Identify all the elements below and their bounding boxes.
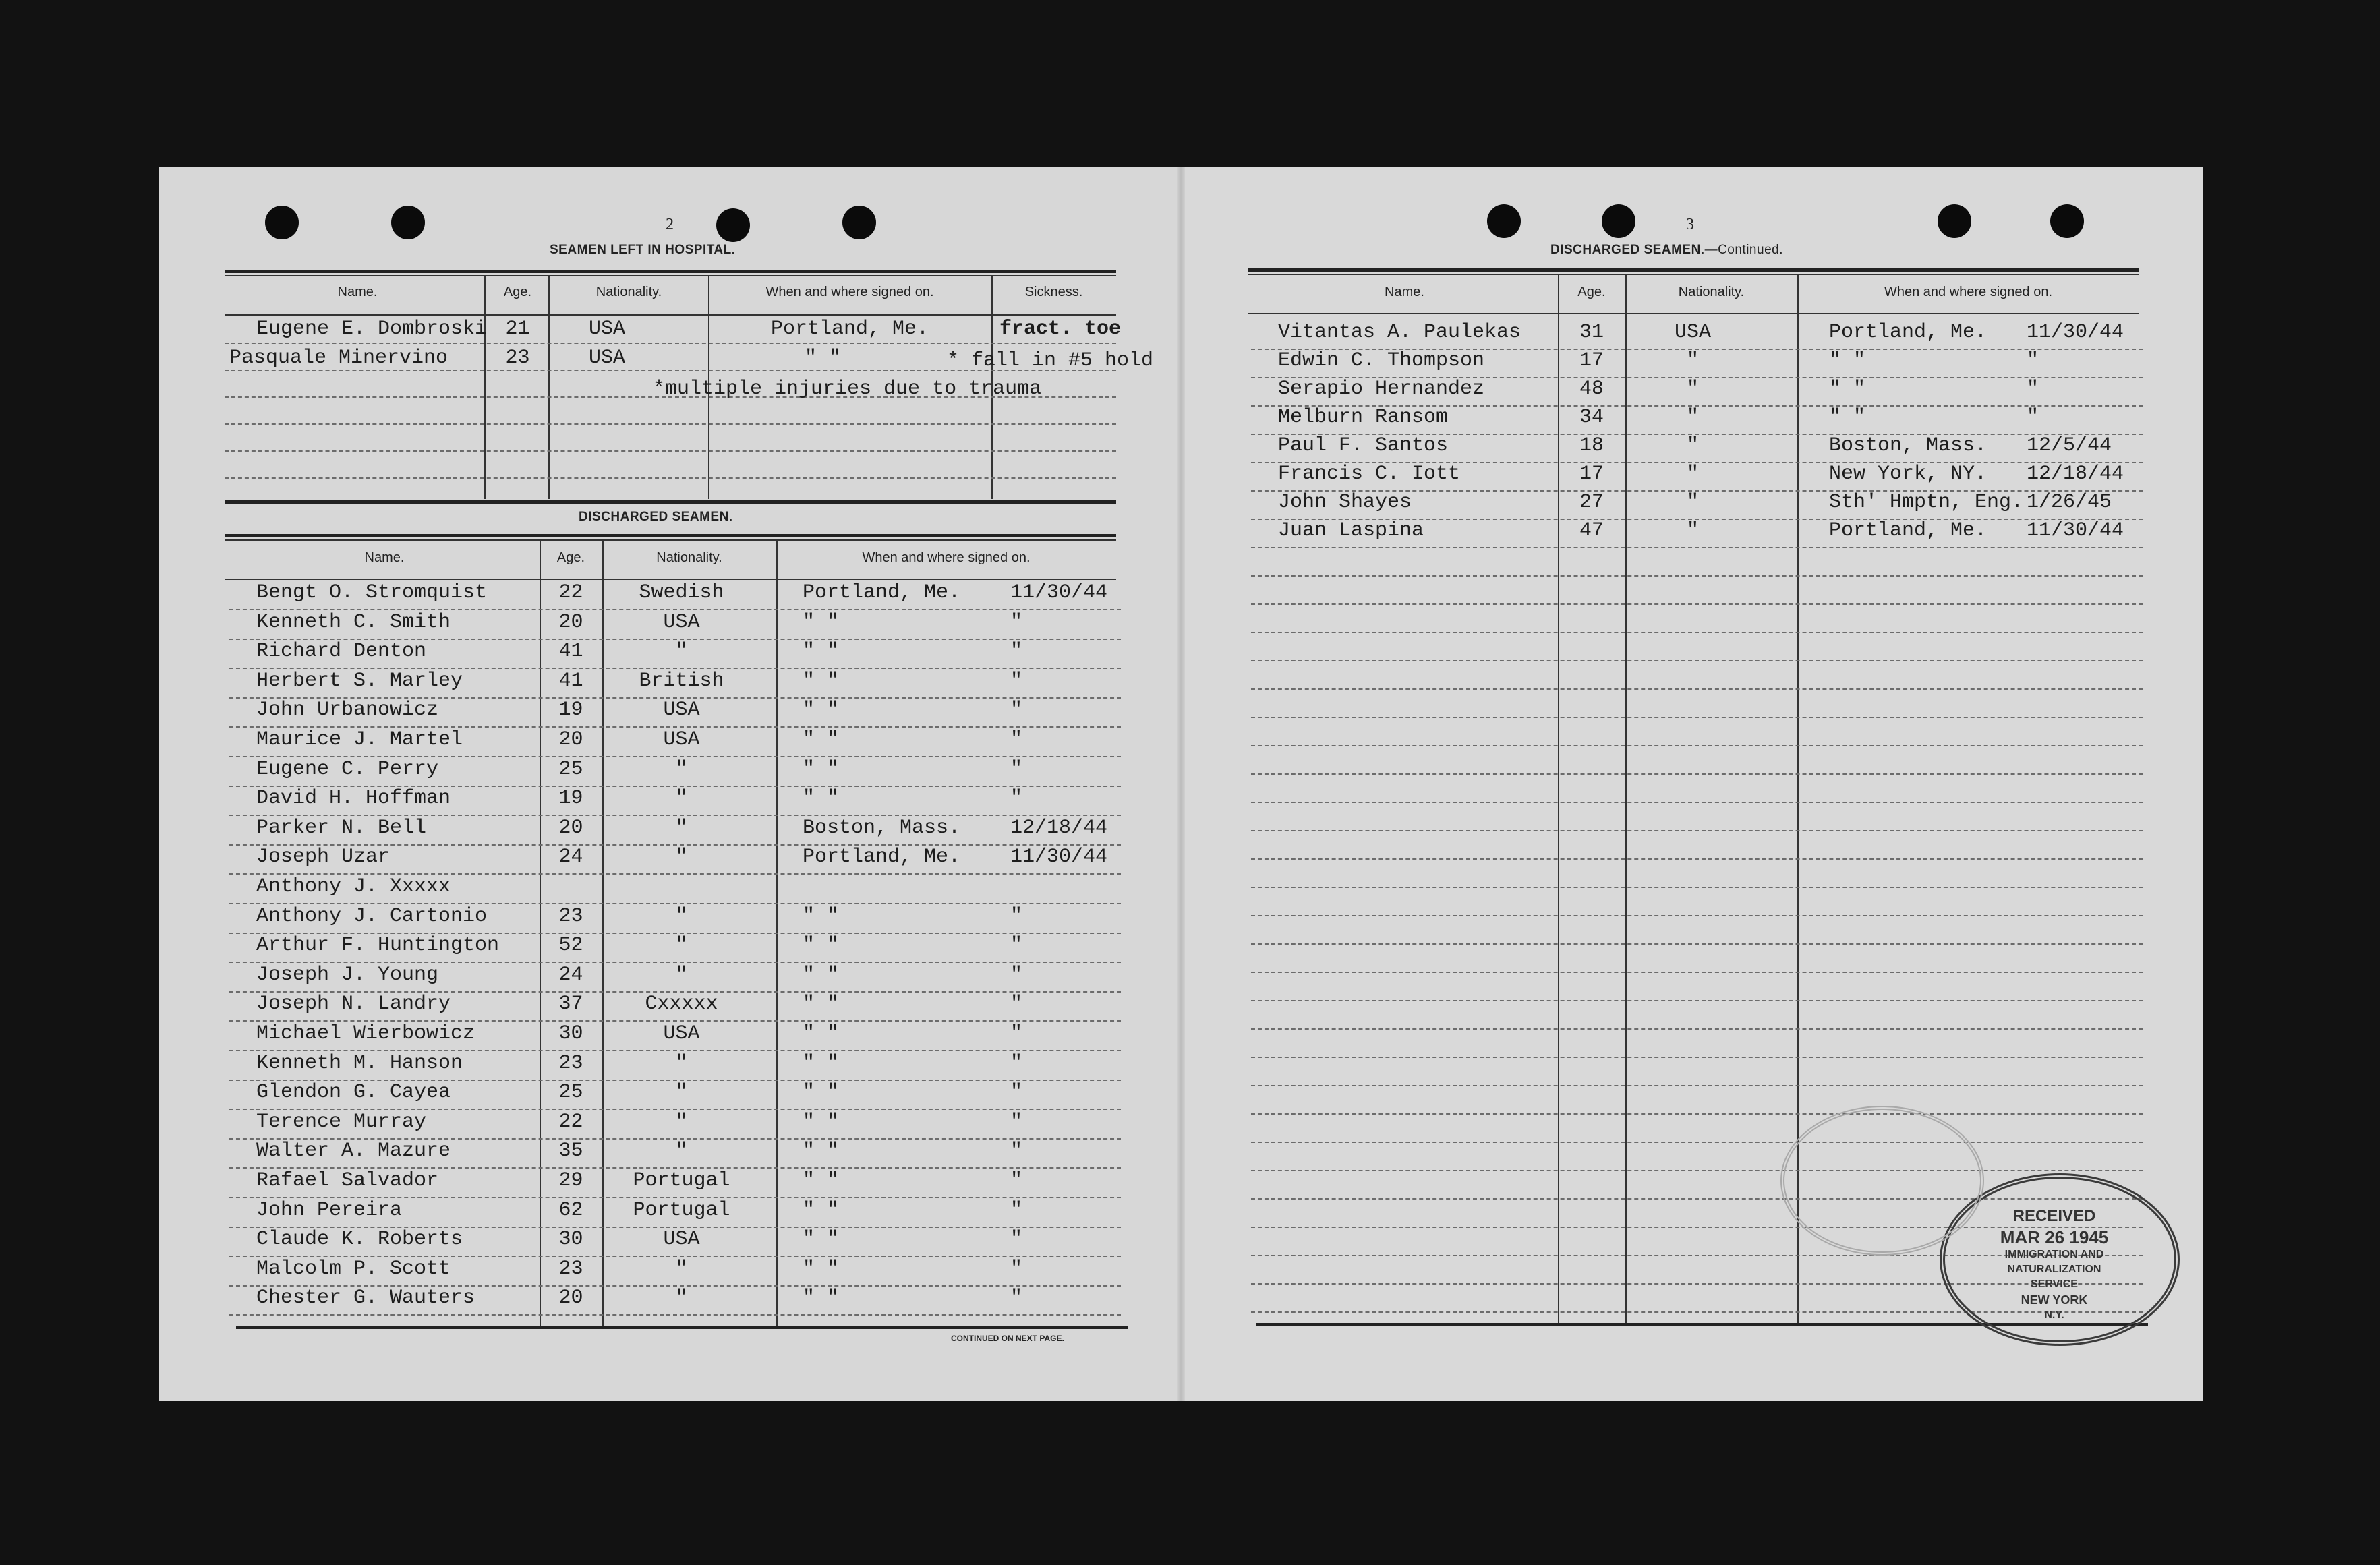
seaman-age: 30 bbox=[558, 1228, 583, 1251]
seaman-signed-date: " bbox=[1010, 670, 1023, 692]
seaman-nationality: " bbox=[675, 964, 688, 986]
seaman-signed-place: Portland, Me. bbox=[803, 846, 961, 868]
seaman-name: Melburn Ransom bbox=[1278, 406, 1449, 429]
seaman-name: Herbert S. Marley bbox=[256, 670, 463, 692]
seaman-signed-date: " bbox=[1010, 934, 1023, 957]
seaman-age: 20 bbox=[558, 1287, 583, 1309]
seaman-age: 18 bbox=[1579, 434, 1604, 457]
seaman-signed-date: " bbox=[1010, 1052, 1023, 1075]
table-row-line bbox=[1251, 745, 2143, 746]
seaman-signed-date: 11/30/44 bbox=[2027, 519, 2124, 542]
column-header-signed-on: When and where signed on. bbox=[862, 550, 1031, 565]
seaman-nationality: " bbox=[675, 905, 688, 928]
seaman-signed-place: " " bbox=[803, 905, 840, 928]
seaman-signed-date: " bbox=[1010, 1199, 1023, 1222]
seaman-age: 24 bbox=[558, 964, 583, 986]
table-rule bbox=[225, 275, 1116, 276]
column-divider bbox=[1558, 274, 1559, 1324]
seaman-name: Joseph J. Young bbox=[256, 964, 439, 986]
seaman-age: 27 bbox=[1579, 491, 1604, 514]
seaman-nationality: Portugal bbox=[633, 1169, 730, 1192]
seaman-nationality: " bbox=[1686, 378, 1699, 401]
column-header-nationality: Nationality. bbox=[596, 285, 662, 299]
seaman-age: 41 bbox=[558, 670, 583, 692]
page-fold bbox=[1177, 167, 1185, 1401]
stamp-line: IMMIGRATION AND bbox=[2004, 1249, 2104, 1260]
seaman-signed-date: " bbox=[1010, 1022, 1023, 1045]
seaman-signed-date: " bbox=[2027, 349, 2039, 372]
seaman-name: Malcolm P. Scott bbox=[256, 1258, 451, 1280]
table-row-line bbox=[229, 873, 1121, 875]
seaman-signed-place: " " bbox=[803, 640, 840, 663]
seaman-signed-date: " bbox=[1010, 993, 1023, 1015]
seaman-name: Joseph Uzar bbox=[256, 846, 390, 868]
seaman-age: 17 bbox=[1579, 463, 1604, 485]
seaman-nationality: " bbox=[1686, 349, 1699, 372]
stamp-line: SERVICE bbox=[2031, 1278, 2078, 1290]
column-divider bbox=[776, 539, 778, 1328]
seaman-signed-place: Portland, Me. bbox=[1829, 321, 1987, 344]
column-header-signed-on: When and where signed on. bbox=[1884, 285, 2053, 299]
seaman-signed-date: 11/30/44 bbox=[1010, 581, 1108, 604]
seaman-signed-date: 1/26/45 bbox=[2027, 491, 2112, 514]
seaman-age: 52 bbox=[558, 934, 583, 957]
table-rule bbox=[225, 270, 1116, 273]
seaman-age: 34 bbox=[1579, 406, 1604, 429]
seaman-age: 17 bbox=[1579, 349, 1604, 372]
seaman-signed-place: " " bbox=[803, 787, 840, 810]
hospital-age: 23 bbox=[505, 347, 530, 370]
table-row-line bbox=[1251, 1113, 2143, 1115]
seaman-name: Juan Laspina bbox=[1278, 519, 1424, 542]
discharged-continued-title bbox=[1550, 243, 1783, 258]
seaman-signed-place: Portland, Me. bbox=[803, 581, 961, 604]
column-header-nationality: Nationality. bbox=[656, 550, 722, 565]
seaman-nationality: " bbox=[1686, 434, 1699, 457]
seaman-signed-date: " bbox=[1010, 699, 1023, 721]
seaman-age: 29 bbox=[558, 1169, 583, 1192]
punch-hole bbox=[1487, 204, 1521, 238]
table-rule bbox=[1248, 268, 2139, 272]
seaman-age: 20 bbox=[558, 817, 583, 839]
seaman-nationality: Portugal bbox=[633, 1199, 730, 1222]
table-row-line bbox=[1251, 660, 2143, 661]
seaman-name: Parker N. Bell bbox=[256, 817, 427, 839]
seaman-nationality: " bbox=[675, 1081, 688, 1104]
seaman-nationality: Swedish bbox=[639, 581, 724, 604]
hospital-signed-on: " " bbox=[804, 347, 841, 370]
seaman-name: Anthony J. Xxxxx bbox=[256, 875, 451, 898]
seaman-signed-place: " " bbox=[803, 993, 840, 1015]
seaman-age: 31 bbox=[1579, 321, 1604, 344]
seaman-signed-date: " bbox=[1010, 758, 1023, 781]
seaman-signed-date: " bbox=[1010, 728, 1023, 751]
seaman-signed-place: Portland, Me. bbox=[1829, 519, 1987, 542]
seaman-signed-place: " " bbox=[803, 1111, 840, 1133]
table-row-line bbox=[229, 903, 1121, 904]
punch-hole bbox=[1938, 204, 1971, 238]
seaman-nationality: " bbox=[675, 1258, 688, 1280]
seaman-nationality: " bbox=[675, 846, 688, 868]
hospital-name: Pasquale Minervino bbox=[229, 347, 448, 370]
seaman-name: John Pereira bbox=[256, 1199, 403, 1222]
seaman-signed-place: " " bbox=[803, 1140, 840, 1162]
seaman-age: 23 bbox=[558, 1258, 583, 1280]
table-row-line bbox=[1251, 688, 2143, 690]
seaman-signed-date: 12/18/44 bbox=[2027, 463, 2124, 485]
seaman-age: 20 bbox=[558, 611, 583, 634]
punch-hole bbox=[716, 208, 750, 242]
table-row-line bbox=[1251, 1000, 2143, 1001]
seaman-signed-place: Sth' Hmptn, Eng. bbox=[1829, 491, 2024, 514]
seaman-name: Chester G. Wauters bbox=[256, 1287, 475, 1309]
seaman-signed-date: " bbox=[1010, 1140, 1023, 1162]
table-row-line bbox=[1251, 773, 2143, 775]
column-header-age: Age. bbox=[1577, 285, 1606, 299]
seaman-age: 25 bbox=[558, 758, 583, 781]
hospital-section-title: SEAMEN LEFT IN HOSPITAL. bbox=[550, 243, 736, 257]
hospital-note: *multiple injuries due to trauma bbox=[653, 378, 1042, 401]
hospital-nationality: USA bbox=[588, 347, 625, 370]
table-row-line bbox=[1251, 802, 2143, 803]
seaman-nationality: " bbox=[1686, 491, 1699, 514]
table-row-line bbox=[229, 1050, 1121, 1051]
column-header-name: Name. bbox=[364, 550, 405, 565]
seaman-nationality: " bbox=[1686, 519, 1699, 542]
seaman-name: Claude K. Roberts bbox=[256, 1228, 463, 1251]
table-row-line bbox=[1251, 632, 2143, 633]
seaman-signed-place: " " bbox=[803, 1287, 840, 1309]
seaman-name: Edwin C. Thompson bbox=[1278, 349, 1485, 372]
seaman-age: 19 bbox=[558, 699, 583, 721]
seaman-signed-date: " bbox=[1010, 1081, 1023, 1104]
seaman-signed-place: " " bbox=[803, 1081, 840, 1104]
seaman-nationality: British bbox=[639, 670, 724, 692]
seaman-nationality: " bbox=[675, 1111, 688, 1133]
hospital-name: Eugene E. Dombroski bbox=[256, 318, 488, 341]
table-row-line bbox=[1251, 1142, 2143, 1143]
seaman-nationality: " bbox=[675, 934, 688, 957]
punch-hole bbox=[391, 206, 425, 239]
punch-hole bbox=[1602, 204, 1635, 238]
punch-hole bbox=[265, 206, 299, 239]
seaman-name: John Shayes bbox=[1278, 491, 1412, 514]
column-divider bbox=[1625, 274, 1627, 1324]
seaman-name: Rafael Salvador bbox=[256, 1169, 439, 1192]
seaman-signed-place: " " bbox=[803, 1052, 840, 1075]
seaman-signed-date: " bbox=[1010, 640, 1023, 663]
seaman-name: Eugene C. Perry bbox=[256, 758, 439, 781]
table-row-line bbox=[225, 343, 1116, 344]
table-row-line bbox=[1251, 1057, 2143, 1058]
seaman-age: 23 bbox=[558, 1052, 583, 1075]
seaman-signed-place: " " bbox=[1829, 349, 1866, 372]
table-row-line bbox=[1251, 972, 2143, 973]
seaman-signed-place: " " bbox=[803, 1199, 840, 1222]
seaman-signed-place: " " bbox=[803, 1169, 840, 1192]
seaman-name: Maurice J. Martel bbox=[256, 728, 463, 751]
seaman-signed-place: New York, NY. bbox=[1829, 463, 1987, 485]
seaman-name: Kenneth M. Hanson bbox=[256, 1052, 463, 1075]
seaman-signed-date: " bbox=[1010, 611, 1023, 634]
hospital-age: 21 bbox=[505, 318, 530, 341]
seaman-name: Paul F. Santos bbox=[1278, 434, 1449, 457]
table-rule bbox=[225, 539, 1116, 541]
seaman-signed-date: " bbox=[1010, 1228, 1023, 1251]
seaman-nationality: " bbox=[1686, 406, 1699, 429]
seaman-nationality: " bbox=[675, 758, 688, 781]
table-row-line bbox=[1251, 575, 2143, 577]
seaman-name: Richard Denton bbox=[256, 640, 427, 663]
seaman-nationality: " bbox=[675, 787, 688, 810]
seaman-signed-place: Boston, Mass. bbox=[1829, 434, 1987, 457]
table-row-line bbox=[1251, 887, 2143, 888]
seaman-name: Francis C. Iott bbox=[1278, 463, 1461, 485]
table-row-line bbox=[229, 1256, 1121, 1257]
stamp-line: NATURALIZATION bbox=[2007, 1264, 2101, 1275]
table-rule bbox=[225, 500, 1116, 504]
seaman-signed-place: " " bbox=[803, 1022, 840, 1045]
table-row-line bbox=[229, 1109, 1121, 1110]
table-row-line bbox=[229, 756, 1121, 757]
stamp-line: N.Y. bbox=[2044, 1309, 2064, 1321]
seaman-age: 35 bbox=[558, 1140, 583, 1162]
seaman-age: 22 bbox=[558, 1111, 583, 1133]
seaman-signed-place: Boston, Mass. bbox=[803, 817, 961, 839]
table-row-line bbox=[229, 609, 1121, 610]
seaman-signed-date: 12/5/44 bbox=[2027, 434, 2112, 457]
seaman-signed-date: 12/18/44 bbox=[1010, 817, 1108, 839]
table-row-line bbox=[229, 962, 1121, 963]
seaman-name: Glendon G. Cayea bbox=[256, 1081, 451, 1104]
seaman-age: 24 bbox=[558, 846, 583, 868]
seaman-signed-place: " " bbox=[803, 699, 840, 721]
seaman-age: 47 bbox=[1579, 519, 1604, 542]
seaman-age: 37 bbox=[558, 993, 583, 1015]
seaman-nationality: " bbox=[675, 1287, 688, 1309]
table-row-line bbox=[1251, 603, 2143, 605]
page-number: 2 bbox=[666, 216, 674, 233]
seaman-nationality: " bbox=[675, 817, 688, 839]
seaman-age: 30 bbox=[558, 1022, 583, 1045]
seaman-name: David H. Hoffman bbox=[256, 787, 451, 810]
seaman-signed-date: " bbox=[2027, 406, 2039, 429]
seaman-signed-place: " " bbox=[803, 1258, 840, 1280]
column-header-nationality: Nationality. bbox=[1678, 285, 1745, 299]
seaman-name: Serapio Hernandez bbox=[1278, 378, 1485, 401]
seaman-nationality: " bbox=[675, 1140, 688, 1162]
column-header-age: Age. bbox=[556, 550, 585, 565]
seaman-nationality: USA bbox=[1674, 321, 1711, 344]
stamp-line: MAR 26 1945 bbox=[2000, 1227, 2109, 1247]
seaman-nationality: " bbox=[675, 1052, 688, 1075]
table-row-line bbox=[1251, 915, 2143, 916]
hospital-nationality: USA bbox=[588, 318, 625, 341]
seaman-name: John Urbanowicz bbox=[256, 699, 439, 721]
seaman-age: 25 bbox=[558, 1081, 583, 1104]
hospital-signed-on: Portland, Me. bbox=[770, 318, 929, 341]
seaman-nationality: USA bbox=[663, 728, 700, 751]
seaman-nationality: USA bbox=[663, 1022, 700, 1045]
table-row-line bbox=[1251, 1085, 2143, 1086]
seaman-nationality: USA bbox=[663, 1228, 700, 1251]
table-row-line bbox=[1251, 547, 2143, 548]
table-rule bbox=[1248, 313, 2139, 314]
seaman-signed-place: " " bbox=[803, 611, 840, 634]
column-header-age: Age. bbox=[503, 285, 532, 299]
seaman-signed-place: " " bbox=[803, 1228, 840, 1251]
seaman-name: Vitantas A. Paulekas bbox=[1278, 321, 1521, 344]
seaman-name: Walter A. Mazure bbox=[256, 1140, 451, 1162]
seaman-name: Bengt O. Stromquist bbox=[256, 581, 488, 604]
page-number: 3 bbox=[1686, 216, 1694, 233]
table-row-line bbox=[229, 1167, 1121, 1169]
hospital-sickness: fract. toe bbox=[999, 318, 1122, 341]
column-header-signed-on: When and where signed on. bbox=[765, 285, 934, 299]
column-header-name: Name. bbox=[1385, 285, 1424, 299]
seaman-name: Terence Murray bbox=[256, 1111, 427, 1133]
punch-hole bbox=[842, 206, 876, 239]
column-divider bbox=[484, 275, 486, 499]
table-row-line bbox=[1251, 943, 2143, 945]
seaman-name: Arthur F. Huntington bbox=[256, 934, 500, 957]
seaman-signed-date: " bbox=[1010, 1287, 1023, 1309]
table-row-line bbox=[1251, 858, 2143, 860]
seaman-nationality: USA bbox=[663, 699, 700, 721]
seaman-nationality: " bbox=[1686, 463, 1699, 485]
stamp-line: NEW YORK bbox=[2021, 1293, 2088, 1307]
table-row-line bbox=[229, 815, 1121, 816]
table-rule bbox=[225, 314, 1116, 316]
stamp-line: RECEIVED bbox=[2012, 1207, 2096, 1225]
table-row-line bbox=[229, 726, 1121, 728]
seaman-signed-date: 11/30/44 bbox=[1010, 846, 1108, 868]
seaman-signed-place: " " bbox=[803, 964, 840, 986]
table-row-line bbox=[1251, 717, 2143, 718]
hospital-sickness: * fall in #5 hold bbox=[947, 349, 1154, 372]
title-suffix: —Continued. bbox=[1704, 243, 1783, 257]
table-rule bbox=[225, 579, 1116, 580]
discharged-section-title: DISCHARGED SEAMEN. bbox=[579, 510, 733, 524]
table-row-line bbox=[1251, 1028, 2143, 1030]
seaman-nationality: USA bbox=[663, 611, 700, 634]
seaman-name: Anthony J. Cartonio bbox=[256, 905, 488, 928]
seaman-signed-date: " bbox=[1010, 1169, 1023, 1192]
table-row-line bbox=[229, 1314, 1121, 1316]
seaman-age: 41 bbox=[558, 640, 583, 663]
seaman-signed-date: " bbox=[1010, 1111, 1023, 1133]
column-divider bbox=[548, 275, 550, 499]
seaman-signed-place: " " bbox=[803, 728, 840, 751]
seaman-age: 62 bbox=[558, 1199, 583, 1222]
seaman-age: 48 bbox=[1579, 378, 1604, 401]
seaman-signed-date: 11/30/44 bbox=[2027, 321, 2124, 344]
seaman-age: 19 bbox=[558, 787, 583, 810]
table-row-line bbox=[1251, 830, 2143, 831]
seaman-age: 20 bbox=[558, 728, 583, 751]
seaman-nationality: Cxxxxx bbox=[645, 993, 718, 1015]
table-row-line bbox=[1251, 1170, 2143, 1171]
seaman-name: Joseph N. Landry bbox=[256, 993, 451, 1015]
table-row-line bbox=[225, 477, 1116, 479]
seaman-signed-place: " " bbox=[803, 758, 840, 781]
table-row-line bbox=[225, 423, 1116, 425]
seaman-nationality: " bbox=[675, 640, 688, 663]
seaman-signed-place: " " bbox=[803, 670, 840, 692]
table-row-line bbox=[229, 1197, 1121, 1198]
table-row-line bbox=[225, 450, 1116, 452]
table-row-line bbox=[229, 1020, 1121, 1022]
seaman-age: 22 bbox=[558, 581, 583, 604]
seaman-name: Michael Wierbowicz bbox=[256, 1022, 475, 1045]
seaman-signed-place: " " bbox=[1829, 406, 1866, 429]
column-header-sickness: Sickness. bbox=[1024, 285, 1083, 299]
seaman-signed-date: " bbox=[1010, 787, 1023, 810]
continued-footer: CONTINUED ON NEXT PAGE. bbox=[951, 1334, 1064, 1343]
title-main: DISCHARGED SEAMEN. bbox=[1550, 243, 1705, 257]
table-rule bbox=[236, 1326, 1128, 1329]
seaman-name: Kenneth C. Smith bbox=[256, 611, 451, 634]
column-header-name: Name. bbox=[337, 285, 378, 299]
table-rule bbox=[1248, 274, 2139, 275]
seaman-signed-place: " " bbox=[803, 934, 840, 957]
seaman-signed-date: " bbox=[1010, 1258, 1023, 1280]
seaman-signed-date: " bbox=[1010, 905, 1023, 928]
seaman-signed-date: " bbox=[2027, 378, 2039, 401]
seaman-age: 23 bbox=[558, 905, 583, 928]
seaman-signed-place: " " bbox=[1829, 378, 1866, 401]
seaman-signed-date: " bbox=[1010, 964, 1023, 986]
table-rule bbox=[225, 534, 1116, 537]
punch-hole bbox=[2050, 204, 2084, 238]
table-row-line bbox=[229, 668, 1121, 669]
